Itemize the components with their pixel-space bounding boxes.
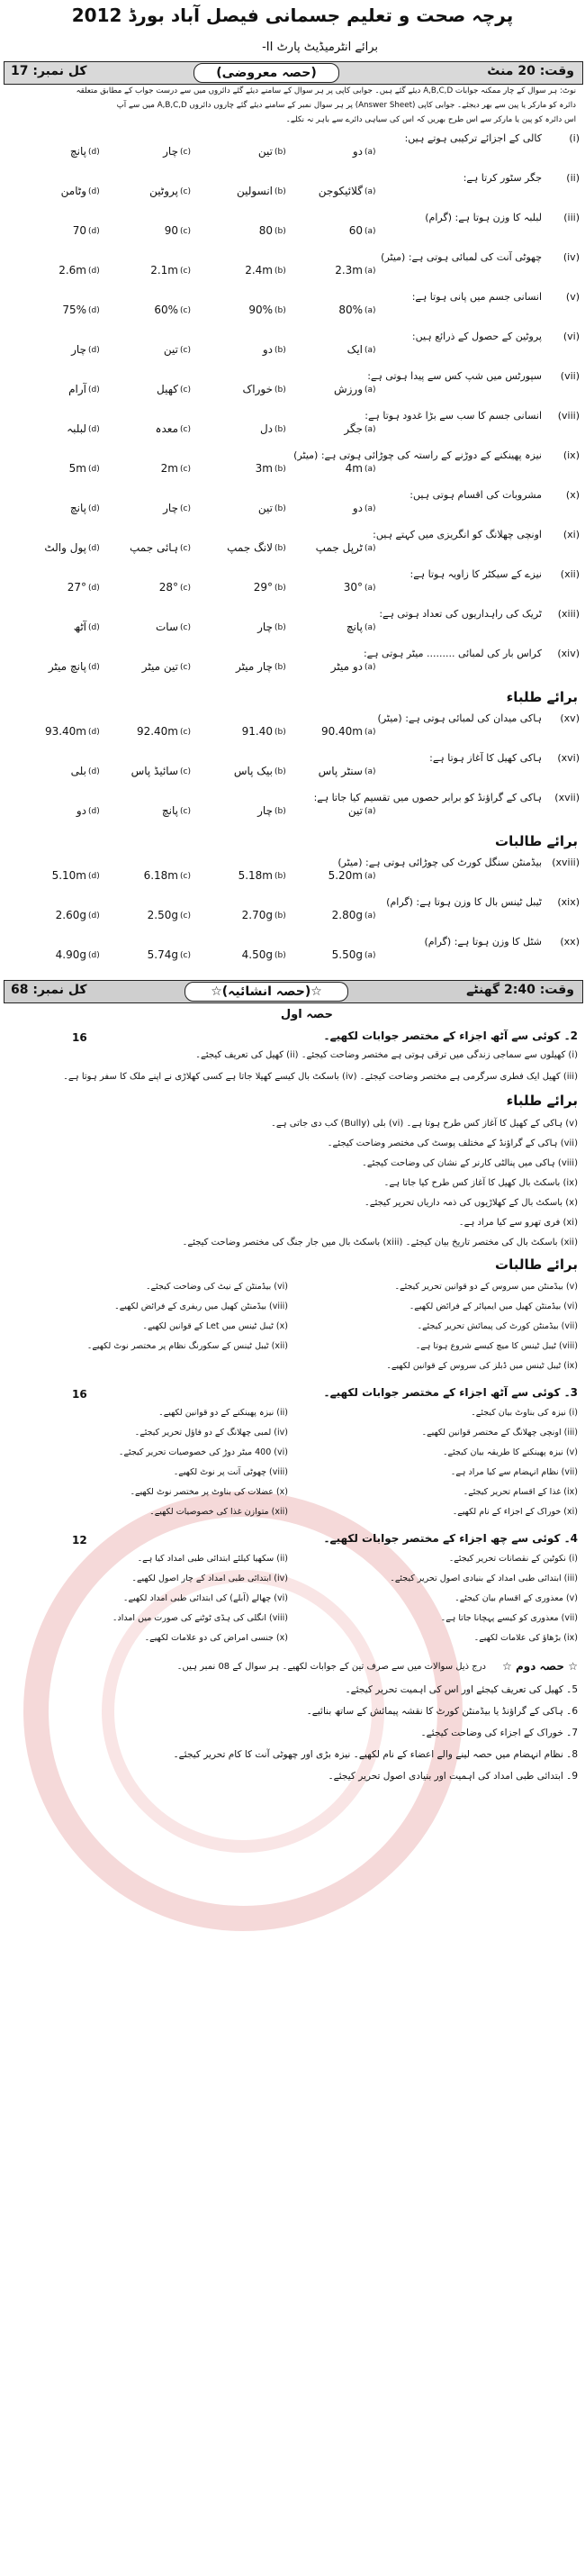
option-text: 2.4m (245, 264, 273, 277)
option-text: 70 (72, 224, 86, 237)
question-line: (ii) نیزہ پھینکنے کے دو قوانین لکھیے۔ (158, 1408, 288, 1418)
option-text: 30° (343, 581, 363, 594)
question-text: مشروبات کی اقسام ہوتی ہیں: (410, 489, 542, 501)
option-label: (a) (364, 544, 376, 553)
option-label: (a) (364, 504, 376, 513)
option-text: پانچ میٹر (48, 660, 86, 673)
question-line: (ix) غذا کے اقسام تحریر کیجئے۔ (463, 1487, 578, 1497)
question-text: نیزے کے سیکٹر کا زاویہ ہوتا ہے: (410, 568, 542, 580)
option-text: چار (163, 145, 178, 158)
question-text: شٹل کا وزن ہوتا ہے: (گرام) (424, 936, 542, 948)
question-line: (iv) لمبی چھلانگ کے دو فاؤل تحریر کیجئے۔ (134, 1428, 288, 1438)
option-label: (a) (364, 872, 376, 881)
option-label: (c) (180, 623, 191, 632)
question-line: (xii) باسکٹ بال کی مختصر تاریخ بیان کیجئے۔ (xiii) باسکٹ بال میں جار جنگ کی مختصر وضاحت کیجئے۔ (182, 1238, 578, 1247)
option-label: (c) (180, 663, 191, 672)
option-label: (a) (364, 267, 376, 276)
option-label: (c) (180, 912, 191, 921)
question-number: (viii) (557, 410, 580, 422)
paper-title: پرچہ صحت و تعلیم جسمانی فیصل آباد بورڈ 2012 (71, 5, 514, 26)
question-text: نیزہ پھینکنے کے دوڑنے کے راستہ کی چوڑائی ہوتی ہے: (میٹر) (293, 449, 542, 461)
question-line: (x) ٹیبل ٹینس میں Let کے قوانین لکھیے۔ (142, 1321, 288, 1331)
question-line: (vi) بیڈمنٹن کھیل میں ایمپائر کے فرائض لکھیے۔ (409, 1302, 578, 1311)
option-label: (d) (88, 227, 100, 236)
question-line: (i) کھیلوں سے سماجی زندگی میں ترقی ہوتی ہے مختصر وضاحت کیجئے۔ (ii) کھیل کی تعریف کیجئے۔ (195, 1050, 578, 1060)
option-text: 5.74g (147, 948, 178, 961)
instruction-line: دائرہ کو مارکر یا پین سے بھر دیجئے۔ جوابی کاپی (Answer Sheet) پر ہر سوال نمبر کے سامنے دیئے گئے چاروں دائروں A,B,C,D میں سے آپ (116, 101, 576, 110)
question-line: (ix) بڑھاؤ کی علامات لکھیے۔ (473, 1633, 578, 1643)
question-2-marks: 16 (72, 1031, 87, 1044)
option-text: چار (257, 804, 273, 817)
question-number: (xiii) (557, 608, 580, 620)
question-text: ہاکی کھیل کا آغاز ہوتا ہے: (429, 752, 542, 764)
question-number: (iii) (563, 212, 580, 223)
option-label: (c) (180, 951, 191, 960)
option-text: پانچ (69, 145, 86, 158)
question-line: (x) عضلات کی بناوٹ پر مختصر نوٹ لکھیے۔ (130, 1487, 288, 1497)
option-label: (c) (180, 465, 191, 474)
instruction-line: اس دائرہ کو پین یا مارکر سے اس طرح بھریں کہ اس کی سیاہی دائرے سے باہر نہ نکلے۔ (285, 115, 576, 124)
subjective-section-title: ☆(حصہ انشائیہ)☆ (184, 982, 348, 1002)
question-line: (viii) بیڈمنٹن کھیل میں ریفری کے فرائض لکھیے۔ (114, 1302, 288, 1311)
option-label: (d) (88, 912, 100, 921)
option-text: 2.3m (335, 264, 363, 277)
option-text: تین (257, 502, 273, 514)
question-line: 5۔ کھیل کی تعریف کیجئے اور اس کی اہمیت تحریر کیجئے۔ (345, 1684, 578, 1695)
option-text: سنٹر پاس (318, 765, 363, 777)
question-line: (viii) ہاکی میں پنالٹی کارنر کے نشان کی وضاحت کیجئے۔ (361, 1158, 578, 1168)
objective-total-marks: کل نمبر: 17 (11, 64, 87, 78)
option-label: (c) (180, 807, 191, 816)
question-number: (v) (565, 291, 580, 303)
question-text: ہاکی کے گراؤنڈ کو برابر حصوں میں تقسیم کیا جاتا ہے: (313, 792, 542, 803)
option-label: (a) (364, 425, 376, 434)
option-label: (b) (274, 951, 286, 960)
question-number: (xvii) (554, 792, 580, 803)
question-line: (v) نیزہ پھینکنے کا طریقہ بیان کیجئے۔ (442, 1447, 578, 1457)
option-label: (d) (88, 148, 100, 157)
question-line: (x) جنسی امراض کی دو علامات لکھیے۔ (144, 1633, 288, 1643)
option-text: چار (257, 621, 273, 633)
option-text: ٹرپل جمپ (315, 541, 363, 554)
option-label: (d) (88, 872, 100, 881)
question-line: 6۔ ہاکی کے گراؤنڈ یا بیڈمنٹن کورٹ کا نقشہ پیمائش کے ساتھ بنائیے۔ (306, 1706, 578, 1717)
option-text: 2.6m (58, 264, 86, 277)
option-label: (d) (88, 951, 100, 960)
question-number: (iv) (562, 251, 580, 263)
option-label: (a) (364, 623, 376, 632)
question-line: 9۔ ابتدائی طبی امداد کی اہمیت اور بنیادی اصول تحریر کیجئے۔ (328, 1771, 578, 1782)
question-line: (i) نکوٹین کے نقصانات تحریر کیجئے۔ (448, 1554, 578, 1564)
question-number: (ix) (562, 449, 580, 461)
option-text: 5.18m (238, 869, 273, 882)
option-label: (b) (274, 767, 286, 776)
question-line: 8۔ نظام انہضام میں حصہ لینے والے اعضاء کے نام لکھیے۔ نیزہ بڑی اور چھوٹی آنت کا کام تحریر کیجئے۔ (173, 1749, 578, 1760)
option-text: پانچ (69, 502, 86, 514)
option-label: (d) (88, 807, 100, 816)
question-text: کالی کے اجزائے ترکیبی ہوتے ہیں: (404, 132, 542, 144)
question-line: (viii) چھوٹی آنت پر نوٹ لکھیے۔ (173, 1467, 288, 1477)
option-text: پروٹین (149, 185, 178, 197)
question-line: (iii) ابتدائی طبی امداد کے بنیادی اصول تحریر کیجئے۔ (390, 1574, 578, 1583)
option-label: (d) (88, 584, 100, 593)
option-text: دل (259, 422, 273, 435)
option-label: (a) (364, 912, 376, 921)
question-4-marks: 12 (72, 1534, 87, 1547)
option-label: (b) (274, 148, 286, 157)
option-label: (b) (274, 728, 286, 737)
option-label: (b) (274, 306, 286, 315)
option-label: (b) (274, 584, 286, 593)
option-label: (c) (180, 504, 191, 513)
question-3-text: 3۔ کوئی سے آٹھ اجزاء کے مختصر جوابات لکھیے۔ (323, 1386, 578, 1399)
option-text: بیک پاس (233, 765, 273, 777)
option-text: چار (71, 343, 86, 356)
option-text: 2m (160, 462, 178, 475)
option-text: تین (163, 343, 178, 356)
question-line: (ii) سکھیا کیلئے ابتدائی طبی امداد کیا ہے۔ (137, 1554, 288, 1564)
option-label: (d) (88, 728, 100, 737)
option-label: (d) (88, 465, 100, 474)
option-label: (a) (364, 346, 376, 355)
option-label: (b) (274, 663, 286, 672)
question-number: (xi) (562, 529, 580, 540)
option-text: ہائی جمپ (130, 541, 178, 554)
question-line: (ix) باسکٹ بال کھیل کا آغاز کس طرح کیا جاتا ہے۔ (383, 1178, 578, 1188)
option-text: انسولین (237, 185, 273, 197)
option-text: 60% (154, 304, 178, 316)
option-text: ایک (346, 343, 363, 356)
objective-section-title: (حصہ معروضی) (194, 63, 339, 83)
objective-time: وقت: 20 منٹ (487, 64, 574, 78)
question-line: (vii) بیڈمنٹن کورٹ کی پیمائش تحریر کیجئے۔ (417, 1321, 578, 1331)
part1-title: حصہ اول (280, 1008, 333, 1021)
option-label: (a) (364, 951, 376, 960)
question-text: چھوٹی آنت کی لمبائی ہوتی ہے: (میٹر) (381, 251, 542, 263)
option-label: (c) (180, 148, 191, 157)
option-text: بلی (70, 765, 86, 777)
option-label: (b) (274, 544, 286, 553)
option-label: (a) (364, 227, 376, 236)
question-number: (x) (565, 489, 580, 501)
option-text: 91.40 (241, 725, 273, 738)
question-text: جگر سٹور کرتا ہے: (463, 172, 542, 184)
option-text: 27° (67, 581, 86, 594)
option-text: کھیل (157, 383, 178, 395)
option-label: (d) (88, 385, 100, 395)
option-label: (b) (274, 912, 286, 921)
option-label: (c) (180, 425, 191, 434)
question-line: (xii) متوازن غذا کی خصوصیات لکھیے۔ (149, 1507, 288, 1517)
girls-heading: برائے طالبات (495, 833, 578, 849)
option-text: دو (352, 502, 363, 514)
question-number: (xviii) (552, 857, 580, 868)
option-text: 2.50g (147, 909, 178, 921)
option-text: 90% (248, 304, 273, 316)
option-text: 90 (164, 224, 178, 237)
option-label: (b) (274, 187, 286, 196)
option-text: پول والٹ (44, 541, 86, 554)
question-2-text: 2۔ کوئی سے آٹھ اجزاء کے مختصر جوابات لکھیے۔ (323, 1029, 578, 1042)
question-line: (xii) ٹیبل ٹینس کے سکورنگ نظام پر مختصر نوٹ لکھیے۔ (86, 1341, 288, 1351)
option-text: 2.70g (241, 909, 273, 921)
question-number: (i) (569, 132, 580, 144)
option-label: (c) (180, 544, 191, 553)
option-text: تین (257, 145, 273, 158)
option-label: (a) (364, 663, 376, 672)
option-text: 60 (348, 224, 363, 237)
option-label: (b) (274, 504, 286, 513)
question-text: ٹیبل ٹینس بال کا وزن ہوتا ہے: (گرام) (386, 896, 542, 908)
option-label: (d) (88, 425, 100, 434)
question-text: انسانی جسم کا سب سے بڑا غدود ہوتا ہے: (364, 410, 542, 422)
part2-title: ☆ حصہ دوم ☆ (502, 1660, 578, 1673)
question-text: کراس بار کی لمبائی ......... میٹر ہوتی ہے: (363, 648, 542, 659)
option-text: 5m (68, 462, 86, 475)
subjective-total-marks: کل نمبر: 68 (11, 983, 87, 997)
option-label: (d) (88, 267, 100, 276)
option-text: 4.50g (241, 948, 273, 961)
question-line: (v) ہاکی کے کھیل کا آغاز کس طرح ہوتا ہے۔ (vi) بلی (Bully) کب دی جاتی ہے۔ (271, 1119, 578, 1129)
question-line: (vi) بیڈمنٹن کے نیٹ کی وضاحت کیجئے۔ (145, 1282, 288, 1292)
subjective-time: وقت: 2:40 گھنٹے (466, 983, 574, 997)
boys-heading-subjective: برائے طلباء (506, 1093, 578, 1109)
option-text: پانچ (161, 804, 178, 817)
option-label: (d) (88, 346, 100, 355)
question-text: لبلبہ کا وزن ہوتا ہے: (گرام) (425, 212, 542, 223)
option-text: 28° (158, 581, 178, 594)
option-label: (a) (364, 584, 376, 593)
option-text: ورزش (333, 383, 363, 395)
instruction-line: نوٹ: ہر سوال کے چار ممکنہ جوابات A,B,C,D دیئے گئے ہیں۔ جوابی کاپی پر ہر سوال کے سامنے دیئے گئے دائروں میں سے درست جواب کے مطابق متعلقہ (76, 86, 576, 95)
option-label: (c) (180, 385, 191, 395)
question-line: (viii) ٹیبل ٹینس کا میچ کیسے شروع ہوتا ہے۔ (415, 1341, 578, 1351)
option-text: لانگ جمپ (227, 541, 273, 554)
option-label: (b) (274, 346, 286, 355)
option-label: (d) (88, 623, 100, 632)
question-number: (xix) (557, 896, 580, 908)
option-text: لبلبہ (67, 422, 86, 435)
option-text: جگر (344, 422, 363, 435)
option-label: (a) (364, 148, 376, 157)
question-3-marks: 16 (72, 1388, 87, 1401)
question-number: (vii) (560, 370, 580, 382)
question-line: (x) باسکٹ بال کے کھلاڑیوں کی ذمہ داریاں تحریر کیجئے۔ (364, 1198, 578, 1208)
option-label: (d) (88, 544, 100, 553)
option-label: (d) (88, 306, 100, 315)
option-label: (b) (274, 385, 286, 395)
option-text: چار (163, 502, 178, 514)
option-text: سات (155, 621, 178, 633)
option-label: (a) (364, 728, 376, 737)
question-line: (i) نیزہ کی بناوٹ بیان کیجئے۔ (471, 1408, 578, 1418)
option-label: (b) (274, 425, 286, 434)
option-label: (a) (364, 807, 376, 816)
option-label: (c) (180, 872, 191, 881)
option-label: (d) (88, 663, 100, 672)
question-text: ہاکی میدان کی لمبائی ہوتی ہے: (میٹر) (377, 712, 542, 724)
question-text: انسانی جسم میں پانی ہوتا ہے: (411, 291, 542, 303)
option-label: (c) (180, 767, 191, 776)
question-text: سپورٹس میں شپ کس سے پیدا ہوتی ہے: (367, 370, 542, 382)
option-label: (a) (364, 306, 376, 315)
option-label: (d) (88, 187, 100, 196)
option-label: (a) (364, 465, 376, 474)
question-text: اونچی چھلانگ کو انگریزی میں کہتے ہیں: (373, 529, 542, 540)
boys-heading: برائے طلباء (506, 689, 578, 705)
option-text: 3m (255, 462, 273, 475)
option-label: (d) (88, 504, 100, 513)
option-text: 80 (258, 224, 273, 237)
option-label: (c) (180, 728, 191, 737)
option-text: 29° (253, 581, 273, 594)
option-label: (c) (180, 584, 191, 593)
question-number: (vi) (562, 331, 580, 342)
option-text: معدہ (155, 422, 178, 435)
option-text: 2.1m (150, 264, 178, 277)
option-text: تین (347, 804, 363, 817)
option-label: (c) (180, 227, 191, 236)
question-number: (xiv) (557, 648, 580, 659)
option-text: 5.10m (51, 869, 86, 882)
question-line: (xi) خوراک کے اجزاء کے نام لکھیے۔ (452, 1507, 578, 1517)
part2-note: درج ذیل سوالات میں سے صرف تین کے جوابات لکھیے۔ ہر سوال کے 08 نمبر ہیں۔ (176, 1662, 486, 1672)
question-number: (ii) (566, 172, 580, 184)
question-line: (v) بیڈمنٹن میں سروس کے دو قوانین تحریر کیجئے۔ (394, 1282, 578, 1292)
option-text: سائیڈ پاس (130, 765, 178, 777)
question-line: (v) معذوری کے اقسام بیان کیجئے۔ (454, 1593, 578, 1603)
option-text: 5.20m (328, 869, 363, 882)
option-text: وٹامن (60, 185, 86, 197)
paper-subtitle: برائے انٹرمیڈیٹ پارٹ II- (262, 41, 378, 54)
option-text: 2.80g (331, 909, 363, 921)
option-text: 80% (338, 304, 363, 316)
question-line: (vii) معذوری کو کیسے پہچانا جاتا ہے۔ (440, 1613, 578, 1623)
option-label: (b) (274, 872, 286, 881)
option-label: (c) (180, 306, 191, 315)
question-text: ٹریک کی راہداریوں کی تعداد ہوتی ہے: (379, 608, 542, 620)
girls-heading-subjective: برائے طالبات (495, 1256, 578, 1273)
option-label: (b) (274, 807, 286, 816)
option-text: تین میٹر (141, 660, 178, 673)
option-label: (b) (274, 623, 286, 632)
option-text: دو (262, 343, 273, 356)
question-number: (xvi) (557, 752, 580, 764)
option-text: دو (352, 145, 363, 158)
option-label: (c) (180, 187, 191, 196)
question-4-text: 4۔ کوئی سے چھ اجزاء کے مختصر جوابات لکھیے۔ (323, 1532, 578, 1545)
question-line: (iii) اونچی چھلانگ کے مختصر قوانین لکھیے۔ (421, 1428, 578, 1438)
option-text: پانچ (346, 621, 363, 633)
question-text: پروٹین کے حصول کے ذرائع ہیں: (411, 331, 542, 342)
option-label: (b) (274, 227, 286, 236)
question-line: (viii) انگلی کی ہڈی ٹوٹنے کی صورت میں امداد۔ (112, 1613, 288, 1623)
option-text: آٹھ (73, 621, 86, 633)
question-text: بیڈمنٹن سنگل کورٹ کی چوڑائی ہوتی ہے: (میٹر) (338, 857, 542, 868)
option-label: (a) (364, 385, 376, 395)
question-line: (iii) کھیل ایک فطری سرگرمی ہے مختصر وضاحت کیجئے۔ (iv) باسکٹ بال کیسے کھیلا جاتا ہے کسی کھلاڑی نے اپنے ملک کا سفر ہوتا ہے۔ (63, 1072, 578, 1082)
option-text: 75% (62, 304, 86, 316)
option-text: 90.40m (320, 725, 363, 738)
option-label: (d) (88, 767, 100, 776)
question-line: (vi) 400 میٹر دوڑ کی خصوصیات تحریر کیجئے۔ (118, 1447, 288, 1457)
option-text: 92.40m (136, 725, 178, 738)
option-label: (a) (364, 767, 376, 776)
question-line: (xi) فری تھرو سے کیا مراد ہے۔ (458, 1218, 578, 1228)
question-number: (xii) (560, 568, 580, 580)
question-line: 7۔ خوراک کے اجزاء کی وضاحت کیجئے۔ (420, 1728, 578, 1738)
option-label: (b) (274, 267, 286, 276)
option-label: (c) (180, 346, 191, 355)
question-line: (iv) ابتدائی طبی امداد کے چار اصول لکھیے۔ (131, 1574, 288, 1583)
option-text: چار میٹر (236, 660, 273, 673)
option-text: خوراک (242, 383, 273, 395)
question-line: (vii) نظام انہضام سے کیا مراد ہے۔ (450, 1467, 578, 1477)
option-text: گلائیکوجن (318, 185, 363, 197)
question-line: (vi) چھالے (آبلے) کی ابتدائی طبی امداد لکھیے۔ (122, 1593, 288, 1603)
question-number: (xv) (560, 712, 580, 724)
option-text: دو (76, 804, 86, 817)
option-label: (b) (274, 465, 286, 474)
question-line: (ix) ٹیبل ٹینس میں ڈبلز کی سروس کے قوانین لکھیے۔ (386, 1361, 578, 1371)
option-text: 93.40m (44, 725, 86, 738)
option-label: (c) (180, 267, 191, 276)
option-text: 5.50g (331, 948, 363, 961)
option-text: آرام (68, 383, 86, 395)
option-text: 2.60g (55, 909, 86, 921)
option-text: 4.90g (55, 948, 86, 961)
option-label: (a) (364, 187, 376, 196)
option-text: 6.18m (143, 869, 178, 882)
option-text: 4m (345, 462, 363, 475)
question-line: (vii) ہاکی کے گراؤنڈ کے مختلف پوسٹ کی مختصر وضاحت کیجئے۔ (327, 1138, 578, 1148)
question-number: (xx) (560, 936, 580, 948)
option-text: دو میٹر (330, 660, 363, 673)
